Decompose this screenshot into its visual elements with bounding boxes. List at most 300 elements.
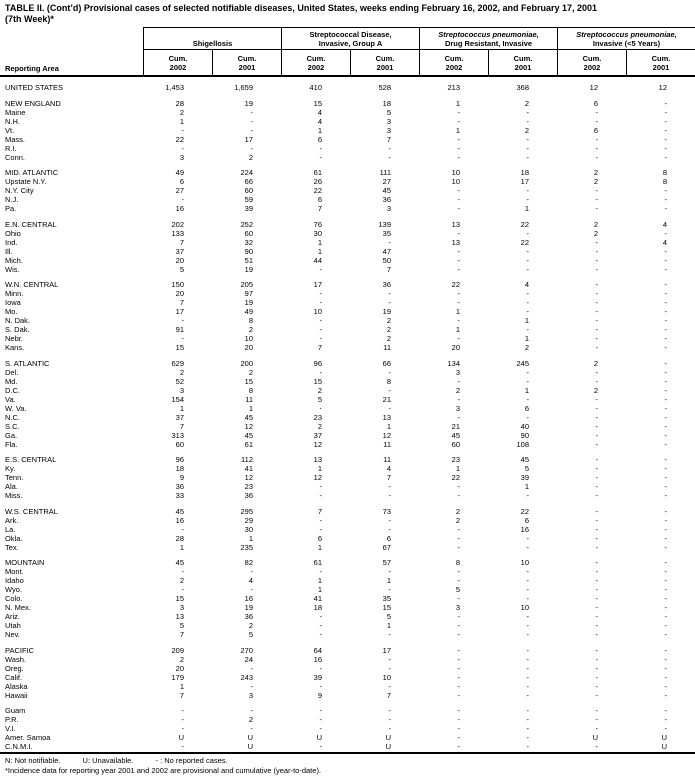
cell-strep-group-a-cum-2001: - [388,237,391,247]
cell-shigellosis-cum-2001: 205 [240,280,253,289]
cell-shigellosis-cum-2002: 7 [179,690,184,700]
row-label: Mich. [5,255,23,265]
cell-strep-group-a-cum-2001: 12 [382,430,391,440]
cell-strep-group-a-cum-2001: 21 [382,394,391,404]
cell-strep-pneu-drug-resistant-cum-2001: 1 [524,204,529,213]
cell-strep-group-a-cum-2001: 45 [382,186,391,195]
cell-strep-pneu-under5-cum-2002: - [595,724,598,733]
cell-strep-group-a-cum-2001: 1 [386,421,391,431]
cell-shigellosis-cum-2002: 20 [175,289,184,298]
cell-strep-pneu-under5-cum-2001: - [664,367,667,377]
cell-strep-pneu-under5-cum-2001: - [664,672,667,682]
cell-strep-pneu-drug-resistant-cum-2001: - [526,107,529,117]
cell-strep-group-a-cum-2001: - [388,715,391,724]
cell-shigellosis-cum-2001: U [247,733,253,742]
cell-strep-pneu-drug-resistant-cum-2001: - [526,246,529,256]
cell-shigellosis-cum-2002: 96 [175,455,184,464]
cell-strep-group-a-cum-2002: 37 [313,430,322,440]
cell-shigellosis-cum-2001: 49 [244,307,253,316]
cell-strep-group-a-cum-2002: 410 [309,83,322,92]
cell-strep-group-a-cum-2001: 15 [382,603,391,612]
subcolumn-header: Cum. 2001 [488,50,557,75]
cell-strep-group-a-cum-2001: 36 [382,280,391,289]
cell-strep-pneu-under5-cum-2002: - [595,237,598,247]
cell-strep-pneu-under5-cum-2001: 4 [662,219,667,229]
cell-strep-pneu-under5-cum-2002: - [595,316,598,325]
cell-strep-group-a-cum-2001: 3 [386,125,391,135]
cell-shigellosis-cum-2002: 20 [175,255,184,265]
cell-strep-pneu-drug-resistant-cum-2001: - [526,255,529,265]
cell-strep-group-a-cum-2002: 15 [313,98,322,108]
row-label: S.C. [5,421,20,431]
cell-strep-pneu-under5-cum-2001: - [664,412,667,422]
cell-strep-group-a-cum-2002: 64 [313,645,322,655]
cell-strep-group-a-cum-2002: - [319,612,322,621]
row-label: Utah [5,621,21,630]
row-label: Amer. Samoa [5,733,51,742]
cell-strep-pneu-under5-cum-2002: - [595,621,598,630]
row-label: Fla. [5,439,18,449]
cell-strep-group-a-cum-2002: - [319,715,322,724]
cell-shigellosis-cum-2001: 1 [248,403,253,413]
cell-shigellosis-cum-2001: 66 [244,177,253,186]
cell-strep-pneu-under5-cum-2002: - [595,152,598,162]
cell-strep-pneu-drug-resistant-cum-2001: - [526,116,529,126]
cell-strep-group-a-cum-2001: 11 [383,455,391,464]
cell-shigellosis-cum-2002: 45 [175,558,184,567]
row-label: Calif. [5,672,23,682]
cell-strep-group-a-cum-2001: U [385,742,391,751]
cell-strep-pneu-drug-resistant-cum-2002: - [457,724,460,733]
cell-shigellosis-cum-2002: 20 [175,663,184,673]
cell-strep-pneu-drug-resistant-cum-2002: - [457,152,460,162]
cell-strep-pneu-drug-resistant-cum-2002: - [457,143,460,153]
cell-strep-group-a-cum-2002: - [319,143,322,153]
cell-shigellosis-cum-2002: 1 [179,542,184,552]
table-row [0,126,695,135]
table-row [0,507,695,516]
cell-shigellosis-cum-2001: - [250,681,253,691]
footnote-incidence-note: *Incidence data for reporting year 2001 and 2002 are provisional and cumulative (year-to-date). [5,766,322,775]
cell-strep-group-a-cum-2001: 1 [386,621,391,630]
cell-strep-pneu-drug-resistant-cum-2001: - [526,264,529,274]
cell-strep-group-a-cum-2002: 17 [313,280,322,289]
cell-strep-group-a-cum-2002: 1 [317,542,322,552]
cell-strep-pneu-under5-cum-2001: - [664,403,667,413]
cell-strep-pneu-under5-cum-2002: - [595,186,598,195]
group-label-line2: Invasive, Group A [318,39,383,48]
table-section [0,646,695,700]
row-label: N. Dak. [5,316,31,325]
row-label: S. ATLANTIC [5,358,50,368]
cell-shigellosis-cum-2001: 112 [241,455,253,464]
table-title-line2: (7th Week)* [5,14,54,24]
cell-strep-group-a-cum-2001: 3 [386,204,391,213]
cell-strep-group-a-cum-2001: - [388,681,391,691]
cell-strep-pneu-drug-resistant-cum-2002: - [457,107,460,117]
cell-strep-pneu-under5-cum-2001: - [664,558,667,567]
cell-shigellosis-cum-2002: - [181,567,184,576]
cell-strep-pneu-drug-resistant-cum-2001: - [526,672,529,682]
cell-shigellosis-cum-2002: 154 [171,394,184,404]
table-row [0,177,695,186]
cell-strep-pneu-under5-cum-2001: - [664,280,667,289]
cell-strep-group-a-cum-2001: 27 [382,177,391,186]
cell-shigellosis-cum-2001: 19 [244,603,253,612]
table-row [0,359,695,368]
cell-strep-pneu-under5-cum-2002: - [595,394,598,404]
table-row [0,464,695,473]
row-label: Ky. [5,464,16,473]
table-row [0,289,695,298]
cell-strep-group-a-cum-2001: - [388,298,391,307]
cell-shigellosis-cum-2002: - [181,316,184,325]
cell-strep-pneu-drug-resistant-cum-2001: 6 [524,515,529,525]
cell-strep-pneu-under5-cum-2001: - [664,298,667,307]
cell-strep-pneu-under5-cum-2001: 4 [662,237,667,247]
cell-strep-group-a-cum-2001: 2 [386,334,391,343]
cell-shigellosis-cum-2001: U [247,742,253,751]
cell-strep-group-a-cum-2001: - [388,152,391,162]
cell-strep-group-a-cum-2002: - [319,663,322,673]
cell-strep-pneu-under5-cum-2001: - [664,316,667,325]
cell-shigellosis-cum-2001: - [250,706,253,715]
cell-shigellosis-cum-2001: 12 [244,473,253,482]
table-row [0,612,695,621]
cell-strep-pneu-under5-cum-2001: - [664,654,667,664]
cell-strep-pneu-under5-cum-2002: - [595,255,598,265]
cell-strep-pneu-drug-resistant-cum-2001: 22 [520,506,529,516]
cell-strep-pneu-under5-cum-2001: - [664,594,667,603]
cell-strep-group-a-cum-2002: 7 [317,204,322,213]
cell-strep-group-a-cum-2001: 7 [386,134,391,144]
cell-strep-pneu-under5-cum-2001: - [664,455,667,464]
cell-strep-group-a-cum-2002: 6 [317,533,322,543]
cell-shigellosis-cum-2001: 32 [244,237,253,247]
cell-strep-pneu-drug-resistant-cum-2002: - [457,594,460,603]
row-label: Upstate N.Y. [5,177,47,186]
cell-strep-pneu-drug-resistant-cum-2002: - [457,316,460,325]
cell-strep-pneu-drug-resistant-cum-2001: 45 [520,455,529,464]
cell-strep-pneu-drug-resistant-cum-2001: 2 [524,343,529,352]
cell-strep-pneu-drug-resistant-cum-2002: - [457,116,460,126]
cell-strep-pneu-under5-cum-2001: - [664,715,667,724]
cell-shigellosis-cum-2001: - [250,567,253,576]
cell-strep-group-a-cum-2002: 5 [317,394,322,404]
cell-shigellosis-cum-2001: 24 [244,654,253,664]
table-row [0,195,695,204]
cell-strep-pneu-drug-resistant-cum-2001: - [526,645,529,655]
cell-shigellosis-cum-2001: - [250,125,253,135]
cell-strep-pneu-under5-cum-2001: - [664,289,667,298]
cell-strep-group-a-cum-2001: - [388,706,391,715]
cell-strep-pneu-under5-cum-2001: 12 [658,83,667,92]
row-label: NEW ENGLAND [5,98,61,108]
cell-strep-pneu-drug-resistant-cum-2002: 1 [455,98,460,108]
cell-strep-pneu-under5-cum-2001: - [664,186,667,195]
cell-strep-pneu-drug-resistant-cum-2001: 17 [520,177,529,186]
cell-shigellosis-cum-2002: - [181,524,184,534]
table-section [0,455,695,500]
cell-shigellosis-cum-2002: 313 [171,430,184,440]
table-row [0,603,695,612]
table-title-line1: TABLE II. (Cont’d) Provisional cases of selected notifiable diseases, United States, weeks ending February 16, 2002, and February 17, 2001 [5,3,598,13]
table-row [0,99,695,108]
cell-strep-pneu-drug-resistant-cum-2001: 1 [524,316,529,325]
cell-strep-pneu-under5-cum-2001: - [664,228,667,238]
cell-shigellosis-cum-2002: 60 [175,439,184,449]
cell-strep-group-a-cum-2002: - [319,515,322,525]
cell-strep-group-a-cum-2001: 7 [386,473,391,482]
cell-strep-pneu-drug-resistant-cum-2002: - [457,576,460,585]
cell-strep-pneu-under5-cum-2001: - [664,307,667,316]
cell-strep-group-a-cum-2002: 6 [317,134,322,144]
cell-strep-group-a-cum-2002: - [319,334,322,343]
cell-strep-pneu-drug-resistant-cum-2001: 1 [524,482,529,491]
cell-shigellosis-cum-2001: 15 [244,376,253,386]
table-row [0,706,695,715]
cell-strep-pneu-drug-resistant-cum-2002: 20 [451,343,460,352]
cell-shigellosis-cum-2002: - [181,706,184,715]
cell-strep-group-a-cum-2001: 5 [386,107,391,117]
cell-strep-pneu-under5-cum-2002: - [595,506,598,516]
cell-strep-group-a-cum-2002: - [319,367,322,377]
cell-strep-pneu-drug-resistant-cum-2001: 39 [520,473,529,482]
cell-strep-pneu-under5-cum-2002: - [595,533,598,543]
table-row [0,265,695,274]
cell-shigellosis-cum-2001: 243 [240,672,253,682]
cell-strep-pneu-under5-cum-2001: - [664,706,667,715]
cell-strep-pneu-drug-resistant-cum-2002: 60 [451,439,460,449]
cell-shigellosis-cum-2001: 36 [244,612,253,621]
cell-shigellosis-cum-2002: 5 [179,264,184,274]
cell-shigellosis-cum-2001: - [250,663,253,673]
cell-strep-pneu-under5-cum-2002: - [595,630,598,639]
row-label: N. Mex. [5,603,31,612]
table-row [0,395,695,404]
cell-strep-pneu-under5-cum-2002: - [595,307,598,316]
cell-strep-group-a-cum-2001: - [388,385,391,395]
cell-shigellosis-cum-2001: 1,659 [234,83,253,92]
table-row [0,543,695,552]
cell-strep-group-a-cum-2001: 36 [382,195,391,204]
cell-strep-pneu-under5-cum-2002: - [595,654,598,664]
cell-strep-pneu-drug-resistant-cum-2002: - [457,524,460,534]
cell-shigellosis-cum-2001: 8 [248,316,253,325]
cell-strep-pneu-under5-cum-2002: - [595,715,598,724]
cell-shigellosis-cum-2002: 37 [175,412,184,422]
cell-strep-pneu-drug-resistant-cum-2002: - [457,134,460,144]
cell-shigellosis-cum-2002: 33 [175,491,184,500]
cell-strep-pneu-under5-cum-2001: - [664,690,667,700]
cell-strep-group-a-cum-2002: 7 [317,343,322,352]
cell-strep-pneu-under5-cum-2002: - [595,567,598,576]
cell-strep-pneu-drug-resistant-cum-2002: - [457,298,460,307]
cell-strep-pneu-under5-cum-2001: - [664,567,667,576]
cell-strep-pneu-under5-cum-2002: 2 [593,177,598,186]
cell-shigellosis-cum-2001: 45 [244,412,253,422]
cell-strep-pneu-drug-resistant-cum-2001: - [526,706,529,715]
table-row [0,431,695,440]
cell-shigellosis-cum-2002: U [178,733,184,742]
table-row [0,733,695,742]
table-section [0,168,695,213]
table-row [0,229,695,238]
row-label: N.Y. City [5,186,34,195]
row-label: La. [5,524,16,534]
cell-strep-pneu-under5-cum-2002: - [595,645,598,655]
row-label: Ariz. [5,612,20,621]
cell-strep-pneu-drug-resistant-cum-2001: - [526,325,529,334]
table-section [0,507,695,552]
cell-strep-group-a-cum-2001: 35 [382,594,391,603]
table-body [0,83,695,758]
cell-strep-pneu-drug-resistant-cum-2002: - [457,542,460,552]
cell-shigellosis-cum-2002: 16 [175,204,184,213]
cell-strep-pneu-under5-cum-2002: 2 [593,385,598,395]
table-section [0,558,695,639]
cell-strep-pneu-under5-cum-2002: - [595,246,598,256]
cell-strep-pneu-drug-resistant-cum-2002: 23 [451,455,460,464]
cell-strep-group-a-cum-2002: 1 [317,125,322,135]
cell-shigellosis-cum-2002: 6 [179,177,184,186]
cell-shigellosis-cum-2002: 36 [175,482,184,491]
cell-strep-pneu-under5-cum-2002: - [595,204,598,213]
cell-strep-pneu-drug-resistant-cum-2002: 2 [455,515,460,525]
table-header [0,27,695,77]
cell-strep-pneu-under5-cum-2001: - [664,515,667,525]
group-label-line1: Streptococcus pneumoniae, [576,30,677,39]
cell-strep-pneu-drug-resistant-cum-2002: - [457,376,460,386]
cell-shigellosis-cum-2002: - [181,143,184,153]
cell-strep-pneu-under5-cum-2002: 2 [593,219,598,229]
table-section [0,706,695,751]
cell-strep-pneu-drug-resistant-cum-2002: 134 [447,358,460,368]
cell-strep-pneu-drug-resistant-cum-2002: - [457,186,460,195]
table-row [0,280,695,289]
row-label: Tex. [5,542,19,552]
row-label: Ark. [5,515,19,525]
cell-strep-pneu-drug-resistant-cum-2001: - [526,367,529,377]
cell-shigellosis-cum-2002: 5 [179,621,184,630]
cell-strep-pneu-under5-cum-2002: - [595,491,598,500]
cell-strep-pneu-under5-cum-2002: - [595,367,598,377]
cell-strep-group-a-cum-2002: 41 [313,594,322,603]
cell-strep-pneu-drug-resistant-cum-2002: 10 [451,177,460,186]
cell-strep-pneu-under5-cum-2002: - [595,195,598,204]
cell-strep-pneu-drug-resistant-cum-2001: 1 [524,385,529,395]
table-row [0,473,695,482]
row-label: S. Dak. [5,325,30,334]
cell-strep-pneu-drug-resistant-cum-2001: - [526,228,529,238]
row-label: Del. [5,367,19,377]
footnote-legend [5,756,321,766]
cell-strep-pneu-under5-cum-2001: - [664,394,667,404]
row-label: Nev. [5,630,20,639]
table-row [0,316,695,325]
cell-strep-pneu-under5-cum-2001: U [661,742,667,751]
table-row [0,558,695,567]
table-row [0,516,695,525]
cell-strep-pneu-under5-cum-2002: - [595,464,598,473]
cell-shigellosis-cum-2001: 200 [240,358,253,368]
row-label: P.R. [5,715,19,724]
row-label: UNITED STATES [5,83,64,92]
table-row [0,117,695,126]
cell-strep-pneu-drug-resistant-cum-2002: - [457,412,460,422]
cell-strep-group-a-cum-2002: - [319,567,322,576]
cell-shigellosis-cum-2002: 13 [175,612,184,621]
cell-strep-pneu-drug-resistant-cum-2001: - [526,733,529,742]
row-label: W.S. CENTRAL [5,506,58,516]
table-section [0,280,695,352]
cell-strep-pneu-drug-resistant-cum-2001: 2 [524,125,529,135]
cell-shigellosis-cum-2001: 224 [240,168,253,177]
table-row [0,298,695,307]
row-label: D.C. [5,385,20,395]
cell-shigellosis-cum-2001: 60 [244,228,253,238]
cell-strep-pneu-under5-cum-2002: - [595,594,598,603]
cell-shigellosis-cum-2001: 59 [244,195,253,204]
cell-strep-pneu-under5-cum-2001: - [664,621,667,630]
cell-strep-pneu-under5-cum-2002: - [595,421,598,431]
table-row [0,220,695,229]
row-label: Mont. [5,567,24,576]
cell-strep-pneu-drug-resistant-cum-2002: 3 [455,403,460,413]
table-row [0,144,695,153]
cell-shigellosis-cum-2001: 19 [244,98,253,108]
cell-shigellosis-cum-2002: 3 [179,603,184,612]
cell-strep-group-a-cum-2001: - [388,567,391,576]
cell-strep-pneu-under5-cum-2002: 6 [593,125,598,135]
cell-strep-pneu-under5-cum-2001: - [664,98,667,108]
cell-strep-pneu-drug-resistant-cum-2002: - [457,654,460,664]
cell-shigellosis-cum-2001: 23 [244,482,253,491]
table-row [0,386,695,395]
cell-strep-group-a-cum-2001: - [388,482,391,491]
cell-strep-pneu-under5-cum-2001: - [664,681,667,691]
cell-shigellosis-cum-2002: 209 [171,645,184,655]
cell-shigellosis-cum-2001: 10 [244,334,253,343]
cell-strep-pneu-under5-cum-2001: - [664,152,667,162]
cell-shigellosis-cum-2001: 3 [248,690,253,700]
cell-strep-pneu-under5-cum-2001: - [664,204,667,213]
cell-strep-pneu-drug-resistant-cum-2002: - [457,228,460,238]
cell-strep-pneu-drug-resistant-cum-2001: 108 [516,439,529,449]
cell-strep-pneu-drug-resistant-cum-2001: 4 [524,280,529,289]
row-label: Wyo. [5,585,23,594]
row-label: Wis. [5,264,20,274]
cell-strep-pneu-under5-cum-2002: 6 [593,98,598,108]
cell-strep-pneu-drug-resistant-cum-2002: 1 [455,325,460,334]
cell-strep-pneu-drug-resistant-cum-2001: - [526,576,529,585]
cell-strep-group-a-cum-2002: - [319,152,322,162]
cell-strep-pneu-drug-resistant-cum-2002: - [457,645,460,655]
cell-strep-pneu-under5-cum-2001: - [664,576,667,585]
cell-strep-group-a-cum-2002: 10 [313,307,322,316]
cell-strep-pneu-drug-resistant-cum-2001: 5 [524,464,529,473]
cell-strep-pneu-drug-resistant-cum-2002: - [457,334,460,343]
cell-strep-group-a-cum-2002: 6 [317,195,322,204]
row-label: C.N.M.I. [5,742,33,751]
table-row [0,307,695,316]
table-section [0,220,695,274]
cell-strep-pneu-under5-cum-2002: - [595,455,598,464]
cell-strep-pneu-drug-resistant-cum-2001: - [526,298,529,307]
cell-shigellosis-cum-2002: 2 [179,654,184,664]
cell-strep-pneu-under5-cum-2001: - [664,473,667,482]
row-label: Tenn. [5,473,24,482]
